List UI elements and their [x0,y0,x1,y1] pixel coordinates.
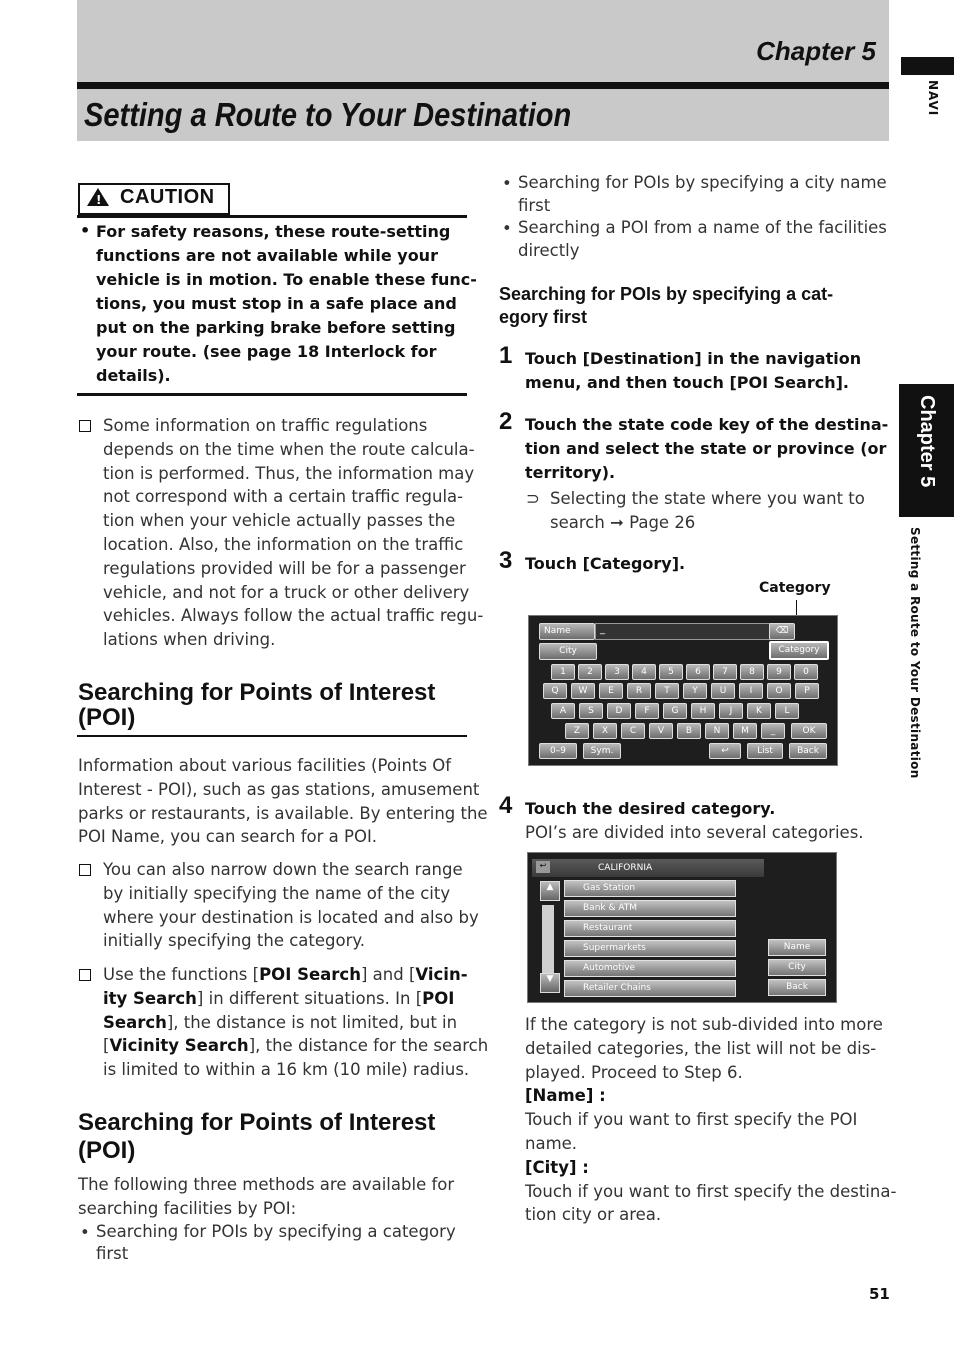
text-run-bold: Search [103,1012,167,1032]
key-7[interactable]: 7 [713,664,737,680]
text-run: ] in different situations. In [ [196,988,423,1008]
name-button[interactable]: Name [768,939,826,956]
page-title: Setting a Route to Your Destination [84,96,572,133]
key-space[interactable]: _ [761,723,785,739]
text-line: is limited to within a 16 km (10 mile) radius. [103,1060,470,1080]
note-traffic [103,414,483,652]
name-input[interactable]: _ [595,623,771,640]
text-line: initially specifying the category. [103,931,366,951]
exclamation-icon: ! [96,193,102,207]
key-3[interactable]: 3 [605,664,629,680]
text-line: played. Proceed to Step 6. [525,1062,743,1082]
category-callout: Category [759,580,831,596]
text-line: Searching for POIs by specifying a city name [518,173,887,192]
text-line: vehicle, and not for a truck or other delivery [103,582,470,602]
section-rule [77,735,467,737]
chapter-tab-label: Chapter 5 [916,395,938,488]
chapter-label: Chapter 5 [756,36,876,66]
key-m[interactable]: M [733,723,757,739]
text-run-bold: POI [422,988,455,1008]
text-run: Use the functions [ [103,965,260,984]
scroll-down-icon[interactable]: ▼ [540,973,560,993]
text-run: ], the distance for the search [248,1036,489,1056]
text-line: The following three methods are available for [78,1175,455,1194]
after-category-text [525,1013,896,1227]
text-line: vehicles. Always follow the actual traffic regu- [103,606,484,626]
heading-line: Searching for Points of Interest [78,1109,436,1136]
key-w[interactable]: W [571,683,595,699]
text-line: lations when driving. [103,630,276,650]
key-g[interactable]: G [663,703,687,719]
text-line: tion city or area. [525,1205,662,1225]
back-arrow-icon[interactable]: ↩ [709,743,741,759]
step-1 [525,347,861,395]
step-3: Touch [Category]. [525,554,686,573]
text-line: Interest - POI), such as gas stations, amusement [78,779,480,799]
text-line: detailed categories, the list will not be dis- [525,1038,877,1058]
text-line [103,1034,488,1058]
text-run-bold: Vicin- [415,965,468,984]
symbol-key[interactable]: Sym. [583,743,621,759]
caution-label: CAUTION [120,186,215,208]
text-line: If the category is not sub-divided into more [525,1015,883,1034]
text-line: by initially specifying the name of the city [103,883,451,903]
checkbox-icon [79,864,91,876]
text-line: POI Name, you can search for a POI. [78,827,378,847]
key-i[interactable]: I [739,683,763,699]
key-d[interactable]: D [607,703,631,719]
key-j[interactable]: J [719,703,743,719]
text-line: location. Also, the information on the traffic [103,534,464,554]
key-h[interactable]: H [691,703,715,719]
key-f[interactable]: F [635,703,659,719]
category-item[interactable]: Automotive [564,960,736,977]
text-line: search ➞ Page 26 [550,512,696,532]
key-c[interactable]: C [621,723,645,739]
key-p[interactable]: P [795,683,819,699]
caution-line: For safety reasons, these route-setting [96,222,451,241]
key-5[interactable]: 5 [659,664,683,680]
caution-line: functions are not available while your [96,246,438,265]
key-s[interactable]: S [579,703,603,719]
key-a[interactable]: A [551,703,575,719]
text-line: not correspond with a certain traffic regula- [103,487,464,507]
heading-line: (POI) [78,704,136,731]
text-line: Searching a POI from a name of the facilities [518,218,887,237]
heading-line: egory first [499,307,588,327]
category-item[interactable]: Retailer Chains [564,980,736,997]
caution-bullet-dot: • [80,221,91,240]
ok-key[interactable]: OK [791,723,827,739]
method-bullet [518,217,887,262]
text-line [103,1011,488,1035]
key-k[interactable]: K [747,703,771,719]
city-button[interactable]: City [768,959,826,976]
category-item[interactable]: Restaurant [564,920,736,937]
step-number: 4 [499,792,513,819]
category-item[interactable]: Supermarkets [564,940,736,957]
text-run: ], the distance is not limited, but in [166,1012,458,1032]
section1-paragraph [78,754,488,849]
key-t[interactable]: T [655,683,679,699]
side-section-title: Setting a Route to Your Destination [908,527,922,779]
text-line: territory). [525,463,616,482]
bullet-dot: • [502,174,512,193]
heading-line: Searching for Points of Interest [78,679,436,706]
text-line: Touch if you want to first specify the POI [525,1110,858,1130]
key-o[interactable]: O [767,683,791,699]
text-run-bold: Vicinity Search [109,1036,249,1056]
key-n[interactable]: N [705,723,729,739]
numeric-key[interactable]: 0–9 [539,743,577,759]
text-line: regulations provided will be for a passenger [103,558,466,578]
caution-top-rule [77,215,467,218]
scrollbar[interactable] [542,905,554,973]
text-line: Selecting the state where you want to [550,489,865,508]
step-2-reference [550,487,865,535]
category-item[interactable]: Gas Station [564,880,736,897]
method-bullet [96,1221,456,1265]
section-heading-poi-2 [78,1110,435,1163]
step-number: 1 [499,342,513,369]
key-y[interactable]: Y [683,683,707,699]
checkbox-icon [79,969,91,981]
text-line: tion when your vehicle actually passes the [103,511,456,531]
text-line: directly [518,240,580,260]
key-q[interactable]: Q [543,683,567,699]
state-name: CALIFORNIA [598,863,653,873]
caution-line: tions, you must stop in a safe place and [96,294,457,313]
reference-arrow-icon: ⊃ [526,489,540,508]
text-line: first [518,195,551,215]
name-term: [Name] : [525,1086,606,1106]
text-line: first [96,1244,129,1263]
text-line: Searching for POIs by specifying a category [96,1222,456,1241]
chapter-tab [899,384,954,517]
key-b[interactable]: B [677,723,701,739]
name-label: Name [539,623,595,640]
text-line: parks or restaurants, is available. By entering the [78,803,488,823]
text-line: You can also narrow down the search range [103,860,463,879]
key-l[interactable]: L [775,703,799,719]
key-v[interactable]: V [649,723,673,739]
method-bullet [518,172,887,217]
text-line [103,963,488,987]
step-4: Touch the desired category. [525,799,776,818]
city-term: [City] : [525,1157,589,1177]
text-run: [ [103,1036,110,1056]
key-u[interactable]: U [711,683,735,699]
subsection-heading [499,283,833,329]
key-8[interactable]: 8 [740,664,764,680]
step-4-detail: POI’s are divided into several categories. [525,823,864,842]
page-number: 51 [869,1285,890,1303]
text-line: where your destination is located and also by [103,907,479,927]
back-icon[interactable]: ↩ [536,861,550,873]
bullet-dot: • [502,219,512,238]
text-line [103,987,488,1011]
key-e[interactable]: E [599,683,623,699]
category-item[interactable]: Bank & ATM [564,900,736,917]
caution-line: details). [96,366,171,385]
text-line: Information about various facilities (Points Of [78,756,452,775]
text-line: Some information on traffic regulations [103,416,428,435]
checkbox-icon [79,420,91,432]
text-line: Touch the state code key of the destina- [525,415,889,434]
list-button[interactable]: List [747,743,783,759]
text-line: tion is performed. Thus, the information may [103,463,475,483]
heading-line: Searching for POIs by specifying a cat- [499,284,834,304]
navi-label: NAVI [926,80,940,117]
heading-line: (POI) [78,1137,136,1164]
caution-line: vehicle is in motion. To enable these func- [96,270,477,289]
caution-text [96,220,476,388]
text-line: Touch [Destination] in the navigation [525,349,862,368]
back-button[interactable]: Back [768,979,826,996]
key-r[interactable]: R [627,683,651,699]
caution-line: your route. (see page 18 Interlock for [96,342,437,361]
category-screen [527,852,837,1003]
key-1[interactable]: 1 [551,664,575,680]
text-line: Touch if you want to first specify the destina- [525,1181,897,1201]
header-rule [77,82,889,89]
text-run-bold: POI Search [259,965,361,984]
side-marker [901,57,954,75]
back-button[interactable]: Back [789,743,827,759]
city-button[interactable]: City [539,643,597,660]
text-line: depends on the time when the route calcula- [103,439,475,459]
key-2[interactable]: 2 [578,664,602,680]
section2-paragraph [78,1173,454,1221]
step-number: 3 [499,547,513,574]
text-line: menu, and then touch [POI Search]. [525,373,849,392]
text-run: ] and [ [360,965,416,984]
key-x[interactable]: X [593,723,617,739]
step-2 [525,413,888,485]
text-line: tion and select the state or province (or [525,439,887,458]
caution-bottom-rule [77,393,467,396]
bullet-dot: • [80,1223,90,1242]
text-line: name. [525,1133,578,1153]
step-number: 2 [499,408,513,435]
note-narrow [103,858,479,953]
note-functions [103,963,488,1082]
key-z[interactable]: Z [565,723,589,739]
section-heading-poi [78,680,435,730]
caution-line: put on the parking brake before setting [96,318,456,337]
category-button[interactable]: Category [769,641,829,660]
text-line: searching facilities by POI: [78,1198,297,1218]
key-0[interactable]: 0 [794,664,818,680]
scroll-up-icon[interactable]: ▲ [540,881,560,901]
key-9[interactable]: 9 [767,664,791,680]
text-run-bold: ity Search [103,988,197,1008]
key-6[interactable]: 6 [686,664,710,680]
keyboard-screen [528,615,838,766]
key-4[interactable]: 4 [632,664,656,680]
delete-key[interactable]: ⌫ [769,623,795,640]
